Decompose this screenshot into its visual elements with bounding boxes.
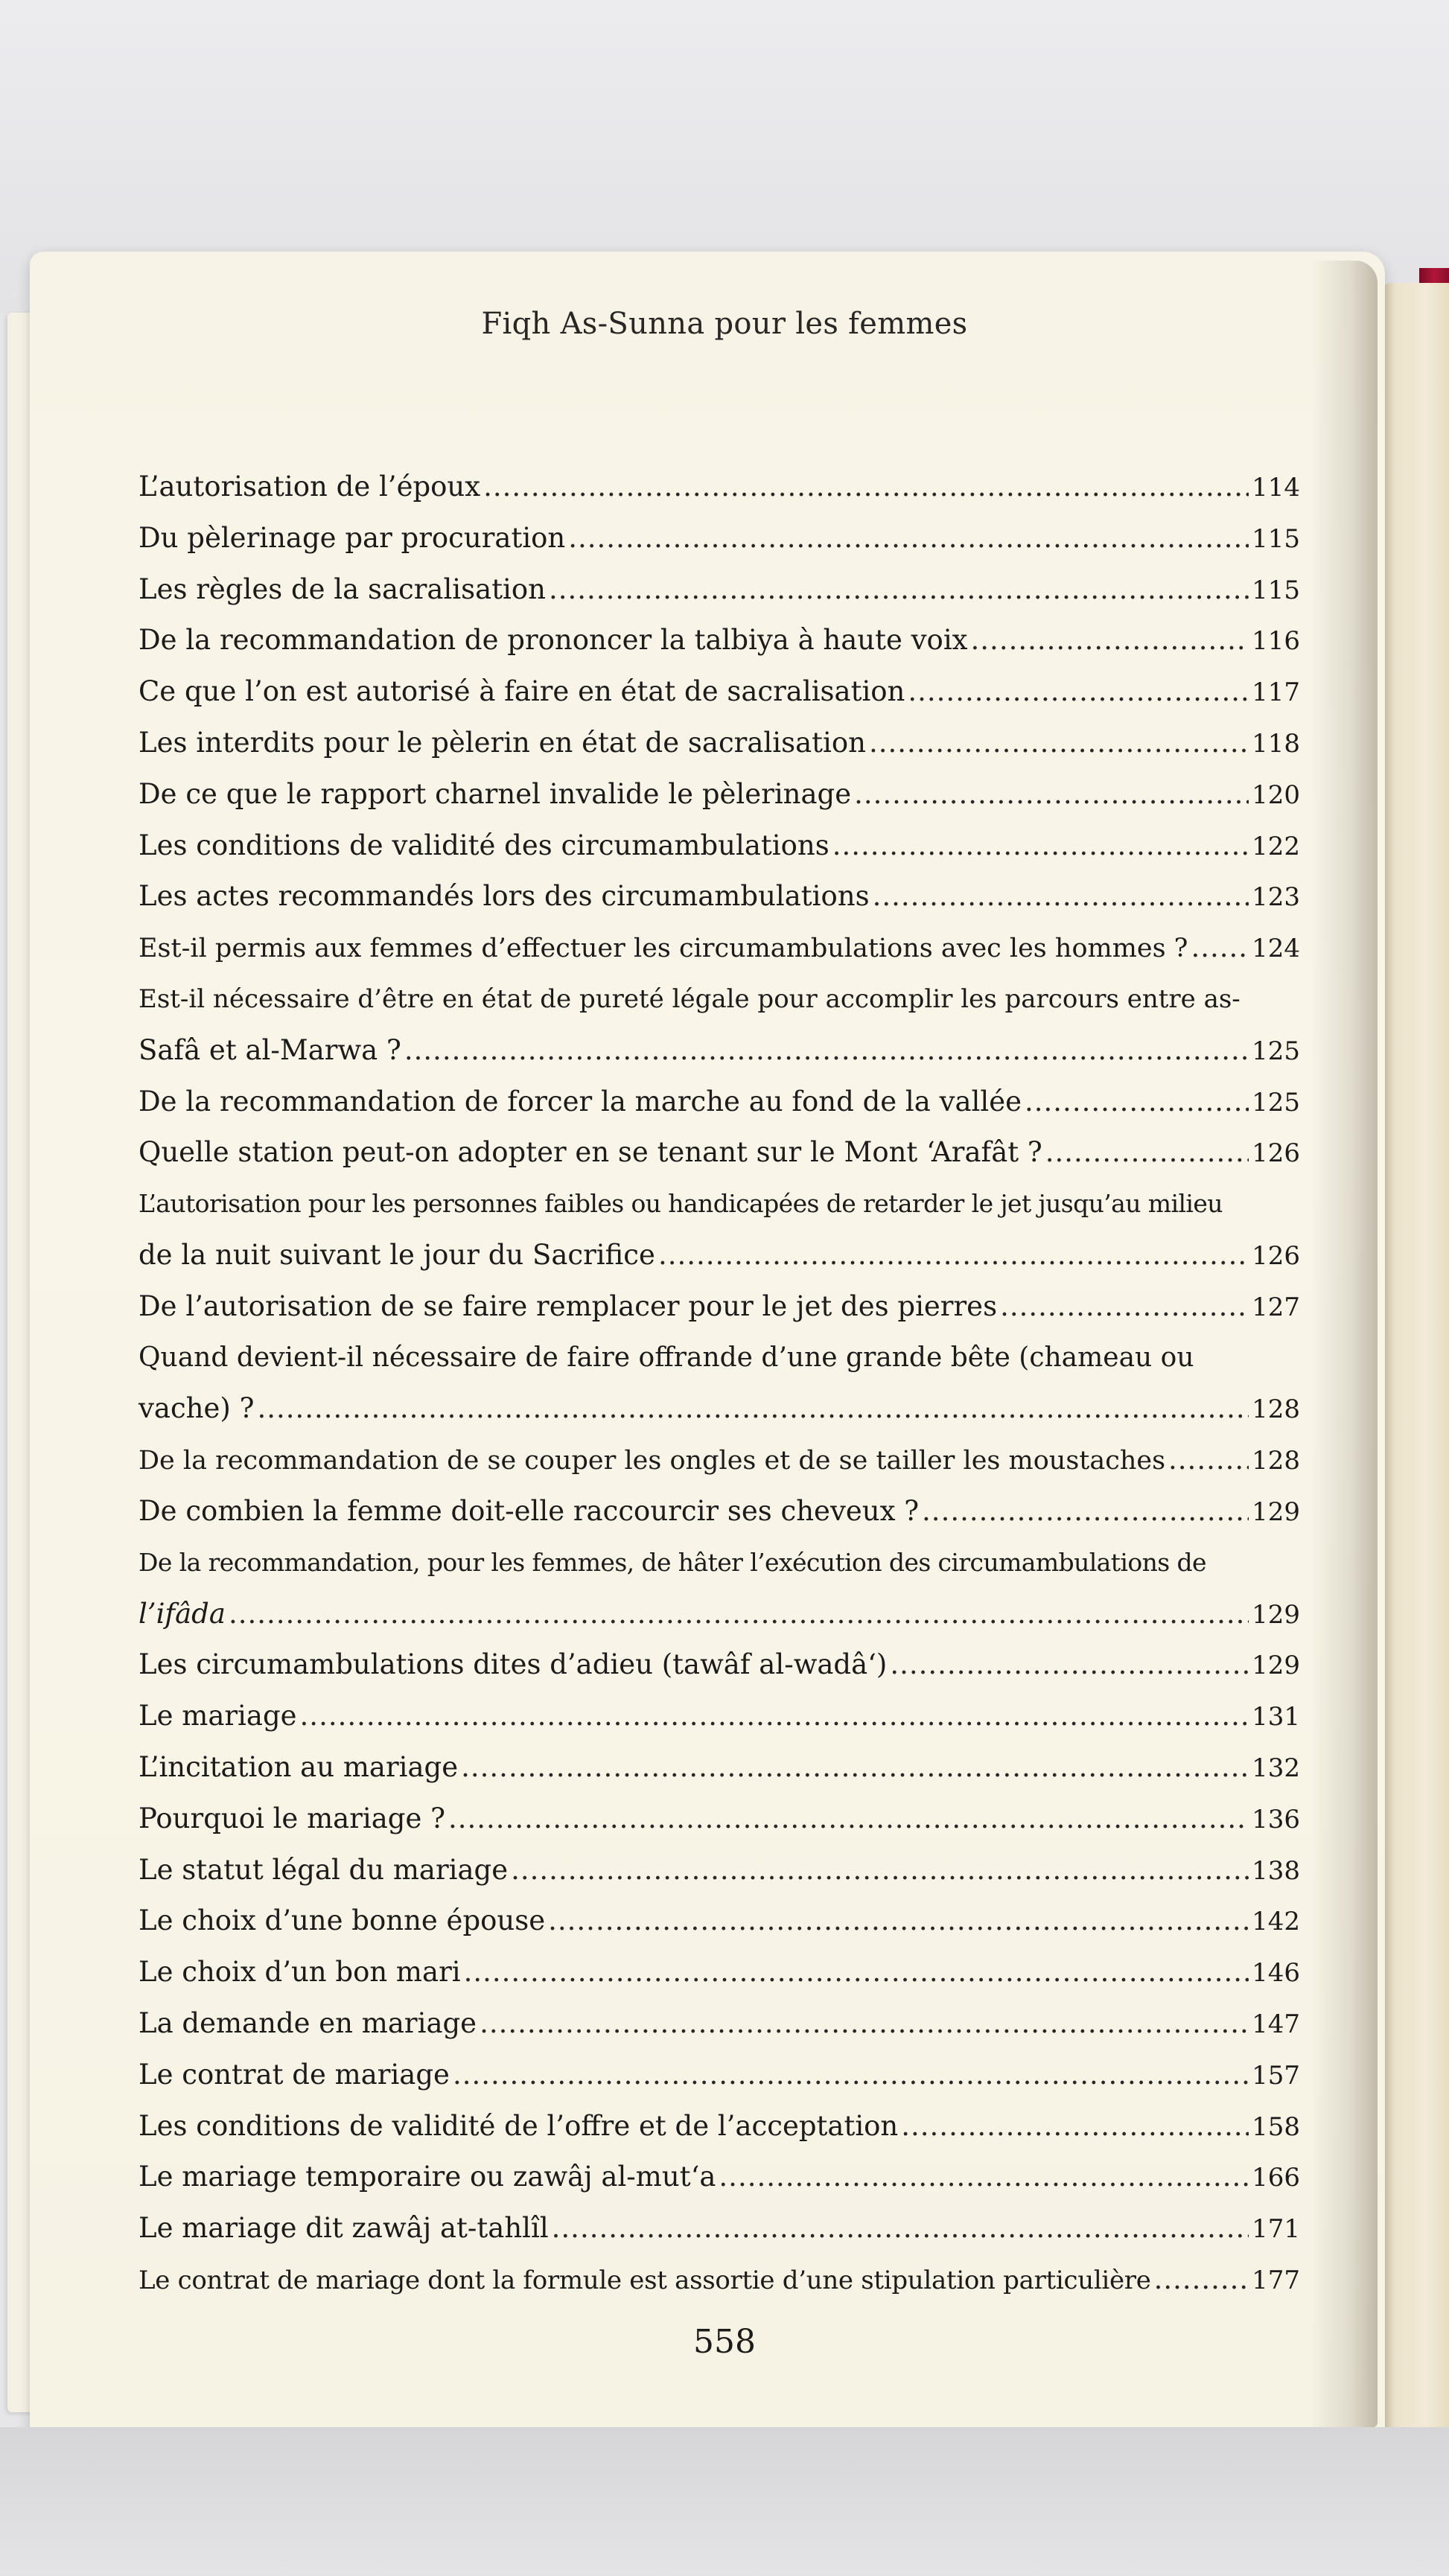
toc-entry-title: La demande en mariage	[138, 2006, 477, 2039]
toc-entry	[138, 615, 1300, 666]
toc-entry-title: L’incitation au mariage	[138, 1750, 459, 1783]
toc-entry-title: Les conditions de validité des circumambulations	[138, 829, 829, 861]
toc-entry-page: 171	[1252, 2214, 1300, 2245]
dot-leader	[300, 1691, 1249, 1742]
toc-entry-title: L’autorisation pour les personnes faibles ou handicapées de retarder le jet jusqu’au milieu	[138, 1189, 1223, 1219]
toc-entry-page: 131	[1252, 1702, 1300, 1732]
dot-leader	[552, 2203, 1249, 2254]
toc-entry-continued	[138, 1333, 1300, 1384]
toc-entry-title: vache) ?	[138, 1392, 255, 1425]
toc-entry-title: de la nuit suivant le jour du Sacrifice	[138, 1238, 655, 1271]
toc-entry-page: 120	[1252, 780, 1300, 810]
toc-entry	[138, 1486, 1300, 1537]
toc-entry	[138, 1589, 1300, 1640]
dot-leader	[568, 513, 1249, 564]
toc-entry-title: Safâ et al-Marwa ?	[138, 1033, 401, 1066]
dot-leader	[922, 1486, 1249, 1537]
toc-entry	[138, 1230, 1300, 1281]
toc-entry-page: 132	[1252, 1753, 1300, 1783]
toc-entry-page: 125	[1252, 1036, 1300, 1066]
toc-entry-page: 158	[1252, 2111, 1300, 2142]
dot-leader	[832, 820, 1249, 872]
toc-entry-title: Ce que l’on est autorisé à faire en état de sacralisation	[138, 675, 905, 708]
toc-entry	[138, 564, 1300, 616]
dot-leader	[464, 1947, 1249, 1998]
toc-entry-title: De la recommandation de se couper les ongles et de se tailler les moustaches	[138, 1446, 1166, 1476]
toc-entry-title: De combien la femme doit-elle raccourcir ses cheveux ?	[138, 1494, 920, 1527]
dot-leader	[854, 769, 1249, 820]
toc-entry-title: De la recommandation, pour les femmes, de hâter l’exécution des circumambulations de	[138, 1547, 1206, 1577]
toc-entry-page: 147	[1252, 2009, 1300, 2039]
toc-entry	[138, 1794, 1300, 1845]
dot-leader	[1025, 1077, 1249, 1128]
dot-leader	[1168, 1435, 1249, 1486]
toc-entry	[138, 666, 1300, 718]
table-of-contents	[138, 462, 1300, 2306]
page-gutter-shadow	[1311, 261, 1378, 2427]
toc-entry-title: Du pèlerinage par procuration	[138, 521, 566, 554]
toc-entry-title: Pourquoi le mariage ?	[138, 1802, 445, 1834]
toc-entry-title: Le contrat de mariage dont la formule est assortie d’une stipulation particulière	[138, 2265, 1151, 2295]
dot-leader	[511, 1845, 1249, 1896]
toc-entry-title: l’ifâda	[138, 1597, 226, 1630]
dot-leader	[869, 718, 1249, 769]
dot-leader	[448, 1794, 1249, 1845]
toc-entry	[138, 718, 1300, 769]
toc-entry-title: De ce que le rapport charnel invalide le pèlerinage	[138, 777, 852, 810]
toc-entry	[138, 871, 1300, 922]
toc-entry-page: 128	[1252, 1446, 1300, 1476]
toc-entry-page: 127	[1252, 1292, 1300, 1322]
toc-entry-page: 125	[1252, 1087, 1300, 1118]
toc-entry-title: Quelle station peut-on adopter en se tenant sur le Mont ‘Arafât ?	[138, 1136, 1042, 1169]
dot-leader	[229, 1589, 1249, 1640]
toc-entry-title: Le contrat de mariage	[138, 2058, 450, 2091]
toc-entry	[138, 820, 1300, 872]
dot-leader	[404, 1025, 1249, 1077]
toc-entry-page: 177	[1252, 2265, 1300, 2295]
toc-entry	[138, 1947, 1300, 1998]
toc-entry	[138, 1896, 1300, 1947]
toc-entry-page: 136	[1252, 1804, 1300, 1834]
toc-entry-title: Les circumambulations dites d’adieu (tawâf al-wadâ‘)	[138, 1648, 888, 1681]
toc-entry	[138, 1435, 1300, 1486]
toc-entry-title: Le mariage temporaire ou zawâj al-mut‘a	[138, 2161, 716, 2193]
dot-leader	[901, 2101, 1249, 2152]
toc-entry-title: Le mariage dit zawâj at-tahlîl	[138, 2212, 549, 2245]
toc-entry	[138, 2050, 1300, 2101]
dot-leader	[480, 1998, 1249, 2050]
toc-entry-continued	[138, 1537, 1300, 1589]
dot-leader	[257, 1383, 1249, 1435]
toc-entry-page: 115	[1252, 523, 1300, 554]
toc-entry	[138, 2152, 1300, 2203]
toc-entry-continued	[138, 974, 1300, 1025]
toc-entry-page: 128	[1252, 1394, 1300, 1425]
toc-entry-page: 123	[1252, 882, 1300, 913]
toc-entry-title: Le statut légal du mariage	[138, 1853, 509, 1886]
toc-entry	[138, 1998, 1300, 2050]
toc-entry-title: Les interdits pour le pèlerin en état de sacralisation	[138, 726, 866, 759]
dot-leader	[1045, 1127, 1249, 1179]
toc-entry	[138, 1127, 1300, 1179]
toc-entry-page: 115	[1252, 575, 1300, 605]
toc-entry-page: 117	[1252, 678, 1300, 708]
toc-entry-page: 114	[1252, 473, 1300, 503]
toc-entry-page: 129	[1252, 1496, 1300, 1527]
toc-entry	[138, 1281, 1300, 1333]
toc-entry-title: Les règles de la sacralisation	[138, 573, 546, 605]
toc-entry-page: 138	[1252, 1855, 1300, 1886]
toc-entry-page: 122	[1252, 831, 1300, 861]
toc-entry-page: 118	[1252, 728, 1300, 759]
toc-entry-title: Le choix d’un bon mari	[138, 1956, 461, 1989]
toc-entry-page: 126	[1252, 1138, 1300, 1169]
dot-leader	[908, 666, 1249, 718]
table-surface	[0, 2427, 1449, 2576]
toc-entry-title: De la recommandation de forcer la marche au fond de la vallée	[138, 1085, 1022, 1118]
toc-entry-title: L’autorisation de l’époux	[138, 471, 481, 503]
toc-entry	[138, 2254, 1300, 2306]
dot-leader	[1000, 1281, 1249, 1333]
facing-page-edge	[1376, 283, 1449, 2427]
toc-entry	[138, 1025, 1300, 1077]
toc-entry	[138, 2101, 1300, 2152]
toc-entry-page: 129	[1252, 1599, 1300, 1630]
dot-leader	[1154, 2254, 1249, 2306]
dot-leader	[483, 462, 1249, 513]
toc-entry-title: Le mariage	[138, 1700, 297, 1732]
dot-leader	[453, 2050, 1249, 2101]
toc-entry-page: 124	[1252, 934, 1300, 964]
toc-entry-page: 142	[1252, 1907, 1300, 1937]
toc-entry-page: 166	[1252, 2163, 1300, 2193]
toc-entry	[138, 922, 1300, 974]
toc-entry-title: De la recommandation de prononcer la talbiya à haute voix	[138, 624, 968, 657]
toc-entry	[138, 1639, 1300, 1691]
dot-leader	[719, 2152, 1249, 2203]
toc-entry	[138, 513, 1300, 564]
toc-entry-title: Les conditions de validité de l’offre et de l’acceptation	[138, 2109, 899, 2142]
dot-leader	[461, 1742, 1249, 1794]
toc-entry	[138, 769, 1300, 820]
toc-entry-page: 129	[1252, 1651, 1300, 1681]
toc-entry	[138, 1077, 1300, 1128]
toc-entry-page: 116	[1252, 626, 1300, 657]
toc-entry-title: De l’autorisation de se faire remplacer pour le jet des pierres	[138, 1289, 998, 1322]
toc-entry	[138, 1845, 1300, 1896]
toc-entry	[138, 1742, 1300, 1794]
toc-entry-title: Les actes recommandés lors des circumambulations	[138, 880, 870, 913]
toc-entry-page: 157	[1252, 2060, 1300, 2091]
page-number: 558	[693, 2323, 756, 2361]
running-header: Fiqh As-Sunna pour les femmes	[481, 307, 968, 341]
toc-entry-title: Quand devient-il nécessaire de faire offrande d’une grande bête (chameau ou	[138, 1342, 1194, 1373]
toc-entry	[138, 462, 1300, 513]
dot-leader	[873, 871, 1249, 922]
toc-entry-title: Est-il nécessaire d’être en état de pureté légale pour accomplir les parcours entre as-	[138, 983, 1241, 1014]
toc-entry-continued	[138, 1179, 1300, 1230]
dot-leader	[1191, 922, 1249, 974]
toc-entry-page: 146	[1252, 1958, 1300, 1989]
toc-entry-page: 126	[1252, 1240, 1300, 1271]
toc-entry-title: Le choix d’une bonne épouse	[138, 1904, 546, 1937]
dot-leader	[658, 1230, 1249, 1281]
dot-leader	[971, 615, 1249, 666]
dot-leader	[548, 1896, 1249, 1947]
dot-leader	[890, 1639, 1249, 1691]
toc-entry	[138, 1691, 1300, 1742]
toc-entry-title: Est-il permis aux femmes d’effectuer les circumambulations avec les hommes ?	[138, 934, 1188, 964]
dot-leader	[549, 564, 1249, 616]
toc-entry	[138, 1383, 1300, 1435]
toc-entry	[138, 2203, 1300, 2254]
